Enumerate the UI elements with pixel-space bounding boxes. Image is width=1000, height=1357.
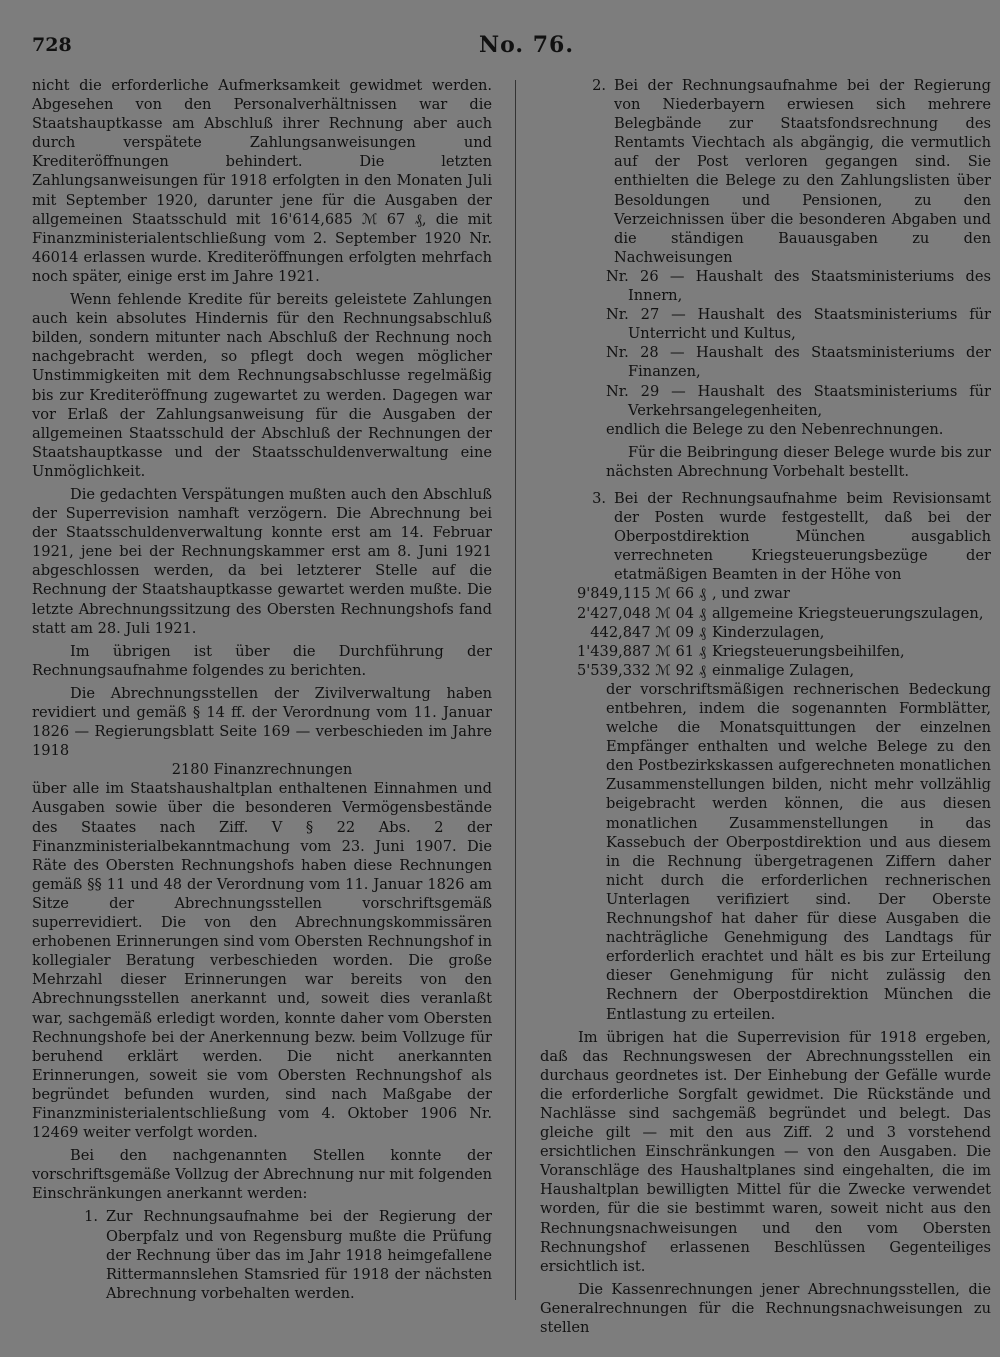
paragraph: Die Abrechnungsstellen der Zivilverwaltung haben revidiert und gemäß § 14 ff. der Verordnung vom 11. Januar 1826 — Regierungsblatt Seite 169 — verbeschieden im Jahre 1918: [32, 684, 492, 760]
amount-row: [540, 584, 991, 603]
amount-row: [540, 604, 991, 623]
amount-label: einmalige Zulagen,: [712, 661, 855, 679]
amount-value: 1'439,887 ℳ 61 ₰: [576, 642, 706, 660]
list-item: Nr. 29 — Haushalt des Staatsministeriums für Verkehrsangelegenheiten,: [606, 382, 991, 419]
item-number: 1.: [84, 1208, 98, 1226]
left-column: [32, 76, 492, 1303]
item-text: Bei der Rechnungsaufnahme beim Revisionsamt der Posten wurde festgestellt, daß bei der Oberpostdirektion München ausgablich verrechneten Kriegsteuerungsbezüge der etatmäßigen Beamten in der Höhe von: [614, 489, 991, 584]
amount-label: allgemeine Kriegsteuerungszulagen,: [712, 604, 984, 622]
paragraph: Bei den nachgenannten Stellen konnte der vorschriftsgemäße Vollzug der Abrechnung nur mit folgenden Einschränkungen anerkannt werden:: [32, 1147, 492, 1203]
item-text: Zur Rechnungsaufnahme bei der Regierung der Oberpfalz und von Regensburg mußte die Prüfung der Rechnung über das im Jahr 1918 heimgefallene Rittermannslehen Stamsried für 1918 der nächsten Abrechnung vorbehalten werden.: [106, 1208, 492, 1302]
amount-label: Kinderzulagen,: [712, 623, 825, 641]
right-column: [540, 76, 991, 1337]
item-number: 2.: [592, 77, 606, 94]
amount-row: [540, 642, 991, 661]
paragraph: Im übrigen hat die Superrevision für 1918 ergeben, daß das Rechnungswesen der Abrechnungsstellen ein durchaus geordnetes ist. Der Einhebung der Gefälle wurde die erforderliche Sorgfalt gewidmet. Die Rückstände und Nachlässe sind sachgemäß begründet und belegt. Das gleiche gilt — mit den aus Ziff. 2 und 3 vorstehend ersichtlichen Einschränkungen — von den Ausgaben. Die Voranschläge des Haushaltplanes sind eingehalten, die im Haushaltplan bewilligten Mittel für die Zwecke verwendet worden, für die sie bestimmt waren, soweit nicht aus den Rechnungsnachweisungen und den vom Obersten Rechnungshof erlassenen Beschlüssen Gegenteiliges ersichtlich ist.: [540, 1028, 991, 1275]
numbered-item: [540, 76, 991, 267]
paragraph: nicht die erforderliche Aufmerksamkeit gewidmet werden. Abgesehen von den Personalverhältnissen war die Staatshauptkasse am Abschluß ihrer Rechnung aber auch durch verspätete Zahlungsanweisungen und Krediteröffnungen behindert. Die letzten Zahlungsanweisungen für 1918 erfolgten in den Monaten Juli mit September 1920, darunter jene für die Ausgaben der allgemeinen Staatsschuld mit 16'614,685 ℳ 67 ₰, die mit Finanzministerialentschließung vom 2. September 1920 Nr. 46014 erlassen wurde. Krediteröffnungen erfolgten mehrfach noch später, einige erst im Jahre 1921.: [32, 77, 492, 285]
amount-row: [540, 661, 991, 680]
item-text: Bei der Rechnungsaufnahme bei der Regierung von Niederbayern erwiesen sich mehrere Belegbände zur Staatsfondsrechnung des Rentamts Viechtach als abgängig, die vermutlich auf der Post verloren gegangen sind. Sie enthielten die Belege zu den Zahlungslisten über Besoldungen und Pensionen, zu den Verzeichnissen über die besonderen Abgaben und die ständigen Bauausgaben zu den Nachweisungen: [614, 77, 991, 266]
item-number: 3.: [592, 489, 606, 507]
amount-row: [540, 623, 991, 642]
paragraph: Für die Beibringung dieser Belege wurde bis zur nächsten Abrechnung Vorbehalt bestellt.: [606, 443, 991, 480]
page-number: 728: [32, 34, 72, 56]
amount-value: 9'849,115 ℳ 66 ₰: [576, 585, 706, 603]
list-item: Nr. 28 — Haushalt des Staatsministeriums der Finanzen,: [606, 344, 991, 381]
paragraph: Die Kassenrechnungen jener Abrechnungsstellen, die Generalrechnungen für die Rechnungsnachweisungen zu stellen: [540, 1280, 991, 1336]
numbered-item: [540, 489, 991, 584]
amount-label: Kriegsteuerungsbeihilfen,: [712, 642, 905, 660]
list-item: Nr. 26 — Haushalt des Staatsministeriums des Innern,: [606, 267, 991, 305]
issue-number: No. 76.: [479, 32, 574, 58]
list-end: endlich die Belege zu den Nebenrechnungen.: [606, 420, 944, 438]
paragraph: Wenn fehlende Kredite für bereits geleistete Zahlungen auch kein absolutes Hindernis für den Rechnungsabschluß bilden, sondern mitunter nach Abschluß der Rechnung noch nachgebracht werden, so pflegt doch wegen möglicher Unstimmigkeiten mit dem Rechnungsabschlusse regelmäßig bis zur Krediteröffnung zugewartet zu werden. Dagegen war vor Erlaß der Zahlungsanweisung für die Ausgaben der allgemeinen Staatsschuld der Abschluß der Rechnungen der Staatshauptkasse und der Staatsschuldenverwaltung eine Unmöglichkeit.: [32, 291, 492, 480]
amount-value: 5'539,332 ℳ 92 ₰: [576, 661, 706, 679]
paragraph: über alle im Staatshaushaltplan enthaltenen Einnahmen und Ausgaben sowie über die besonderen Vermögensbestände des Staates nach Ziff. V § 22 Abs. 2 der Finanzministerialbekanntmachung vom 23. Juni 1907. Die Räte des Obersten Rechnungshofs haben diese Rechnungen gemäß §§ 11 und 48 der Verordnung vom 11. Januar 1826 am Sitze der Abrechnungsstellen vorschriftsgemäß superrevidiert. Die von den Abrechnungskommissären erhobenen Erinnerungen sind vom Obersten Rechnungshof in kollegialer Beratung verbeschieden worden. Die große Mehrzahl dieser Erinnerungen war bereits von den Abrechnungsstellen anerkannt und, soweit dies veranlaßt war, sachgemäß erledigt worden, konnte daher vom Obersten Rechnungshofe bei der Anerkennung bezw. beim Vollzuge für beruhend erklärt werden. Die nicht anerkannten Erinnerungen, soweit sie vom Obersten Rechnungshof als begründet befunden wurden, sind nach Maßgabe der Finanzministerialentschließung vom 4. Oktober 1906 Nr. 12469 weiter verfolgt worden.: [32, 780, 492, 1142]
amount-value: 442,847 ℳ 09 ₰: [590, 623, 706, 641]
paragraph: der vorschriftsmäßigen rechnerischen Bedeckung entbehren, indem die sogenannten Formblätter, welche die Monatsquittungen der einzelnen Empfänger enthalten und welche Belege zu den den Postbezirkskassen aufgerechneten monatlichen Zusammenstellungen bilden, nicht mehr vollzählig beigebracht werden können, die aus diesen monatlichen Zusammenstellungen in das Kassebuch der Oberpostdirektion und aus diesem in die Rechnung übergetragenen Ziffern daher nicht durch die erforderlichen rechnerischen Unterlagen verifiziert sind. Der Oberste Rechnungshof hat daher für diese Ausgaben die nachträgliche Genehmigung des Landtags für erforderlich erachtet und hält es bis zur Erteilung dieser Genehmigung für nicht zulässig den Rechnern der Oberpostdirektion München die Entlastung zu erteilen.: [606, 680, 991, 1023]
paragraph: Die gedachten Verspätungen mußten auch den Abschluß der Superrevision namhaft verzögern. Die Abrechnung bei der Staatsschuldenverwaltung konnte erst am 14. Februar 1921, jene bei der Rechnungskammer erst am 8. Juni 1921 abgeschlossen werden, da bei letzterer Stelle auf die Rechnung der Staatshauptkasse gewartet werden mußte. Die letzte Abrechnungssitzung des Obersten Rechnungshofs fand statt am 28. Juli 1921.: [32, 485, 492, 637]
amount-value: 2'427,048 ℳ 04 ₰: [576, 604, 706, 622]
centered-heading: 2180 Finanzrechnungen: [171, 761, 353, 779]
paragraph: Im übrigen ist über die Durchführung der Rechnungsaufnahme folgendes zu berichten.: [32, 642, 492, 679]
column-divider: [515, 80, 516, 1300]
numbered-item: [32, 1207, 492, 1302]
amount-label: , und zwar: [712, 585, 790, 603]
list-item: Nr. 27 — Haushalt des Staatsministeriums für Unterricht und Kultus,: [606, 306, 991, 343]
